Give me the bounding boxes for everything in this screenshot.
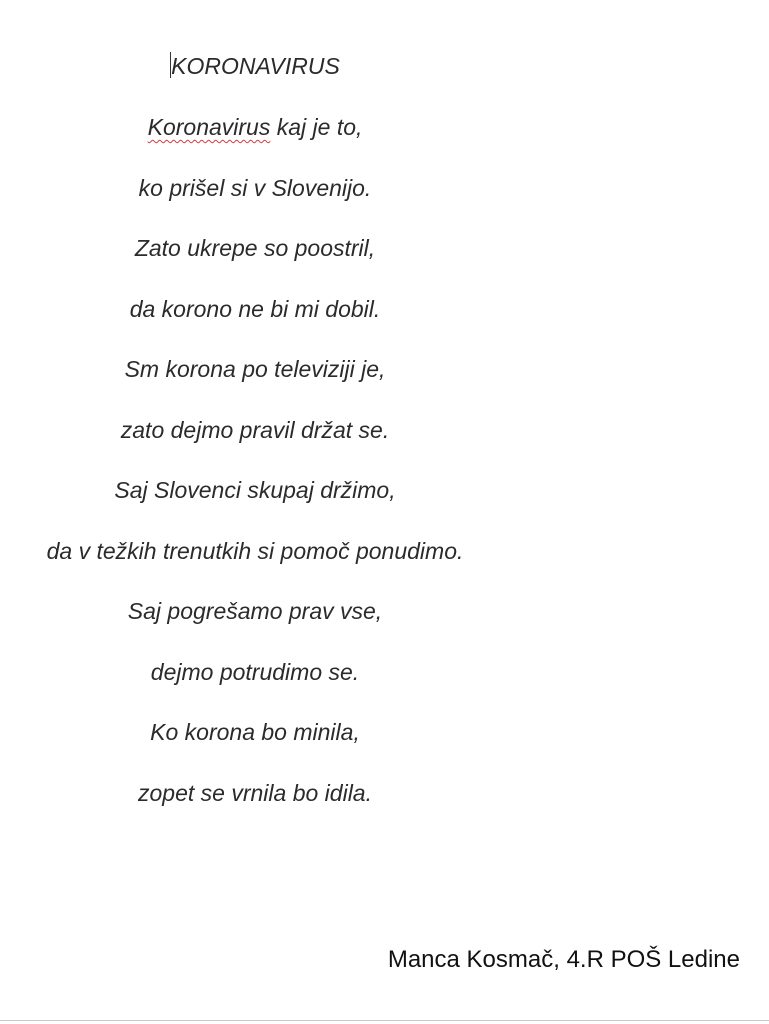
poem-line: Ko korona bo minila, — [150, 719, 360, 745]
poem-line — [0, 113, 510, 141]
poem-line: ko prišel si v Slovenijo. — [138, 175, 372, 201]
page-break-divider — [0, 1020, 769, 1021]
poem-line: da korono ne bi mi dobil. — [129, 296, 381, 322]
poem-line: dejmo potrudimo se. — [150, 659, 360, 685]
poem-line: Sm korona po televiziji je, — [124, 356, 386, 382]
poem-line: Zato ukrepe so poostril, — [134, 235, 376, 261]
poem-title — [0, 52, 510, 80]
poem-title-text: KORONAVIRUS — [171, 53, 340, 79]
poem-line: zopet se vrnila bo idila. — [138, 780, 372, 806]
poem-line-rest: kaj je to, — [270, 114, 363, 140]
poem-line: zato dejmo pravil držat se. — [120, 417, 390, 443]
author-signature: Manca Kosmač, 4.R POŠ Ledine — [387, 946, 740, 973]
poem-line: Saj pogrešamo prav vse, — [127, 598, 383, 624]
poem-line: da v težkih trenutkih si pomoč ponudimo. — [46, 538, 464, 564]
spellcheck-misspelled-word[interactable]: Koronavirus — [147, 114, 271, 140]
poem-line: Saj Slovenci skupaj držimo, — [114, 477, 396, 503]
